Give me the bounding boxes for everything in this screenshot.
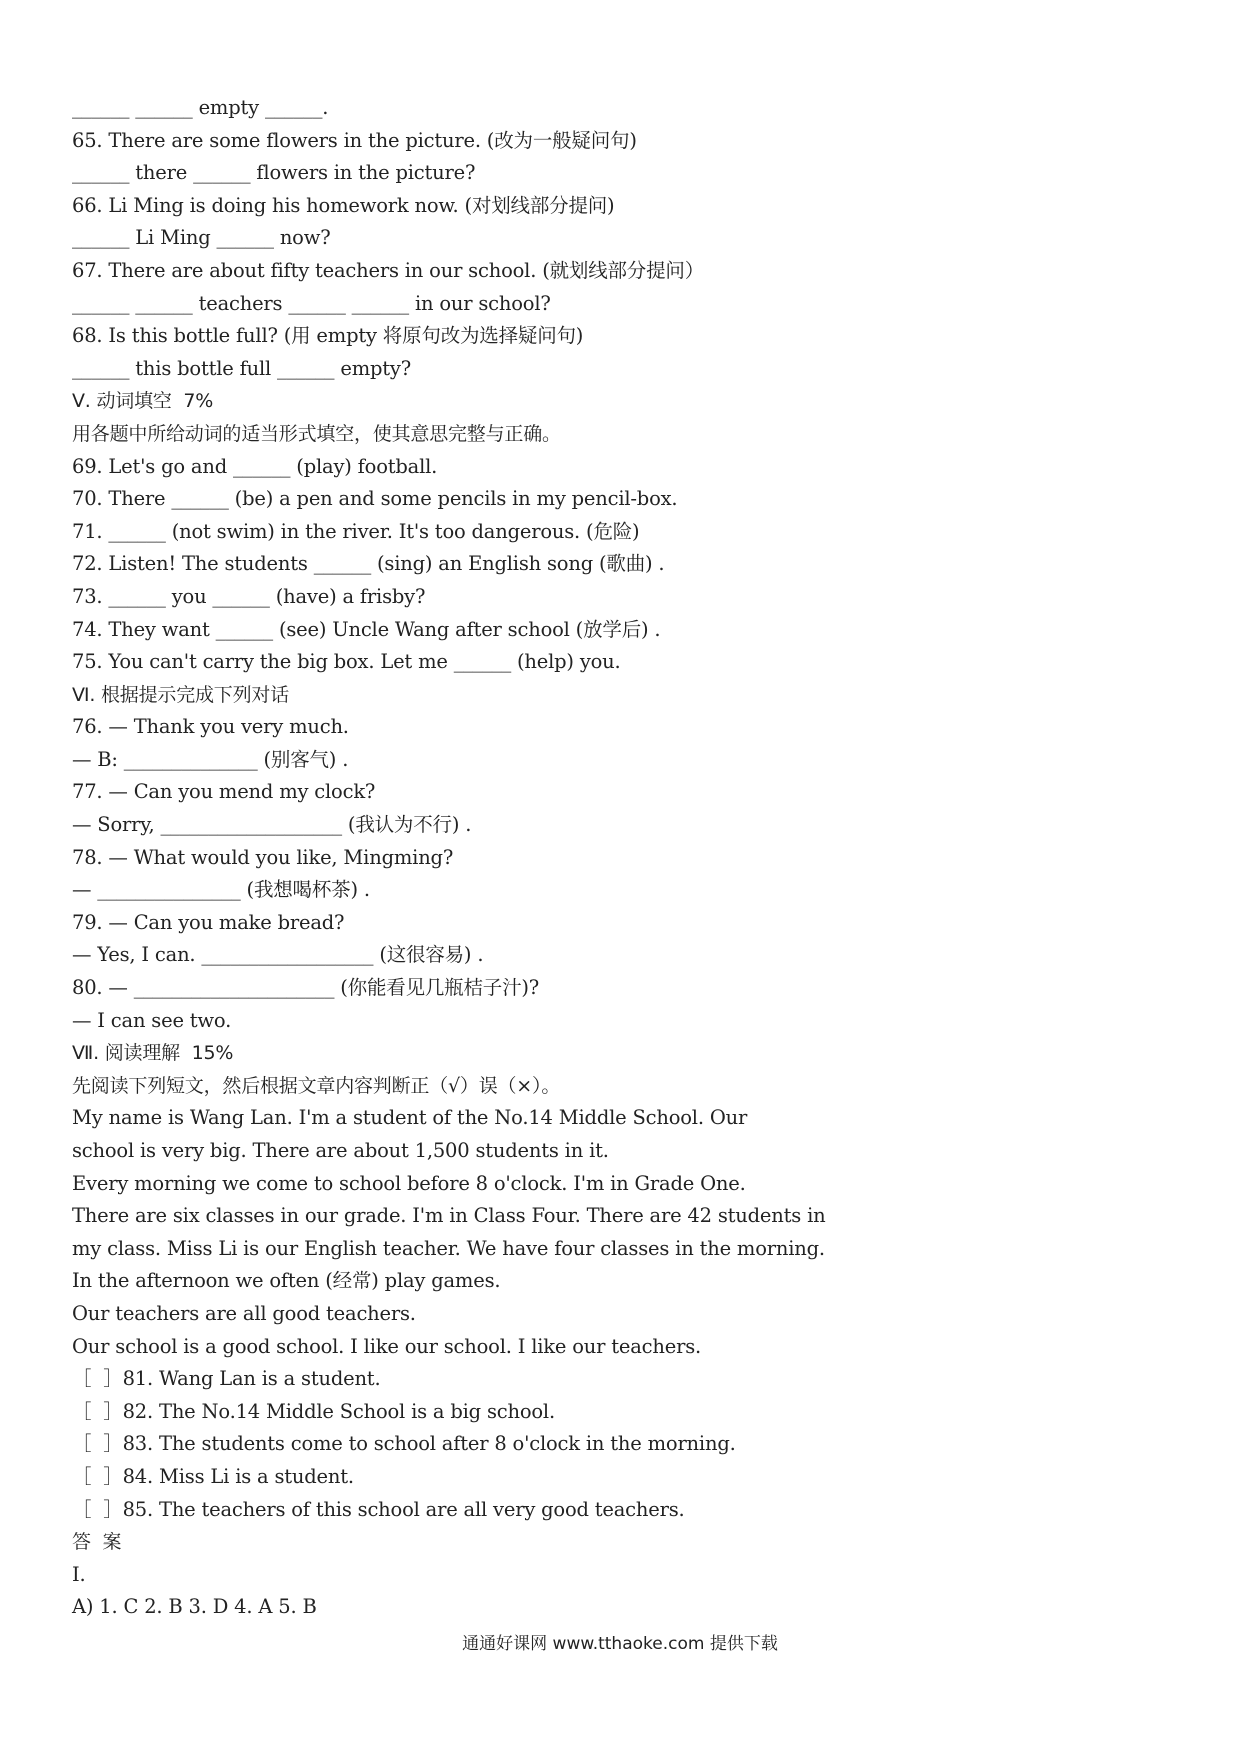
answers-section-i: Ⅰ.: [72, 1562, 86, 1586]
judgement-83: ［ ］83. The students come to school after 8 o'clock in the morning.: [72, 1432, 736, 1456]
section-heading-vi: Ⅵ. 根据提示完成下列对话: [72, 683, 290, 706]
question-68: 68. Is this bottle full? (用 empty 将原句改为选择疑问句): [72, 324, 584, 348]
answer-line-68: ______ this bottle full ______ empty?: [72, 356, 411, 380]
passage-line: Our teachers are all good teachers.: [72, 1301, 416, 1325]
answers-heading: 答 案: [72, 1531, 122, 1554]
section-instruction-v: 用各题中所给动词的适当形式填空，使其意思完整与正确。: [72, 422, 561, 445]
question-69: 69. Let's go and ______ (play) football.: [72, 454, 438, 478]
section-instruction-vii: 先阅读下列短文，然后根据文章内容判断正（√）误（×）。: [72, 1074, 561, 1097]
answer-line-67: ______ ______ teachers ______ ______ in our school?: [72, 291, 551, 315]
answer-line-66: ______ Li Ming ______ now?: [72, 226, 331, 250]
document-body: [72, 92, 1172, 1624]
question-73: 73. ______ you ______ (have) a frisby?: [72, 584, 426, 608]
question-80: 80. — _____________________ (你能看见几瓶桔子汁)?: [72, 976, 540, 1000]
question-65: 65. There are some flowers in the picture. (改为一般疑问句): [72, 128, 637, 152]
passage-line: my class. Miss Li is our English teacher. We have four classes in the morning.: [72, 1236, 825, 1260]
passage-line: In the afternoon we often (经常) play games.: [72, 1269, 501, 1293]
page-footer: 通通好课网 www.tthaoke.com 提供下载: [462, 1634, 778, 1654]
judgement-81: ［ ］81. Wang Lan is a student.: [72, 1367, 381, 1391]
question-66: 66. Li Ming is doing his homework now. (对划线部分提问): [72, 193, 615, 217]
text-line: ______ ______ empty ______.: [72, 96, 329, 119]
passage-line: My name is Wang Lan. I'm a student of the No.14 Middle School. Our: [72, 1106, 748, 1130]
question-79: 79. — Can you make bread?: [72, 910, 345, 934]
dialogue-reply-80: — I can see two.: [72, 1008, 232, 1032]
question-67: 67. There are about fifty teachers in our school. (就划线部分提问）: [72, 258, 704, 282]
question-76: 76. — Thank you very much.: [72, 715, 349, 739]
question-72: 72. Listen! The students ______ (sing) an English song (歌曲) .: [72, 552, 665, 576]
answer-line-65: ______ there ______ flowers in the picture?: [72, 161, 476, 185]
section-heading-vii: Ⅶ. 阅读理解 15%: [72, 1042, 234, 1065]
judgement-85: ［ ］85. The teachers of this school are all very good teachers.: [72, 1497, 685, 1521]
judgement-84: ［ ］84. Miss Li is a student.: [72, 1464, 354, 1488]
question-78: 78. — What would you like, Mingming?: [72, 845, 454, 869]
question-77: 77. — Can you mend my clock?: [72, 780, 376, 804]
dialogue-reply-78: — _______________ (我想喝杯茶) .: [72, 878, 370, 902]
passage-line: There are six classes in our grade. I'm in Class Four. There are 42 students in: [72, 1204, 826, 1228]
dialogue-reply-76: — B: ______________ (别客气) .: [72, 747, 349, 771]
dialogue-reply-79: — Yes, I can. __________________ (这很容易) .: [72, 943, 484, 967]
dialogue-reply-77: — Sorry, ___________________ (我认为不行) .: [72, 813, 472, 837]
passage-line: Our school is a good school. I like our school. I like our teachers.: [72, 1334, 702, 1358]
passage-line: school is very big. There are about 1,500 students in it.: [72, 1139, 609, 1162]
passage-line: Every morning we come to school before 8 o'clock. I'm in Grade One.: [72, 1171, 746, 1195]
judgement-82: ［ ］82. The No.14 Middle School is a big school.: [72, 1399, 555, 1423]
question-70: 70. There ______ (be) a pen and some pencils in my pencil-box.: [72, 487, 678, 511]
answers-part-a: A) 1. C 2. B 3. D 4. A 5. B: [72, 1595, 317, 1619]
question-75: 75. You can't carry the big box. Let me ______ (help) you.: [72, 650, 621, 674]
section-heading-v: Ⅴ. 动词填空 7%: [72, 390, 214, 413]
question-71: 71. ______ (not swim) in the river. It's too dangerous. (危险): [72, 519, 640, 543]
question-74: 74. They want ______ (see) Uncle Wang after school (放学后) .: [72, 617, 661, 641]
